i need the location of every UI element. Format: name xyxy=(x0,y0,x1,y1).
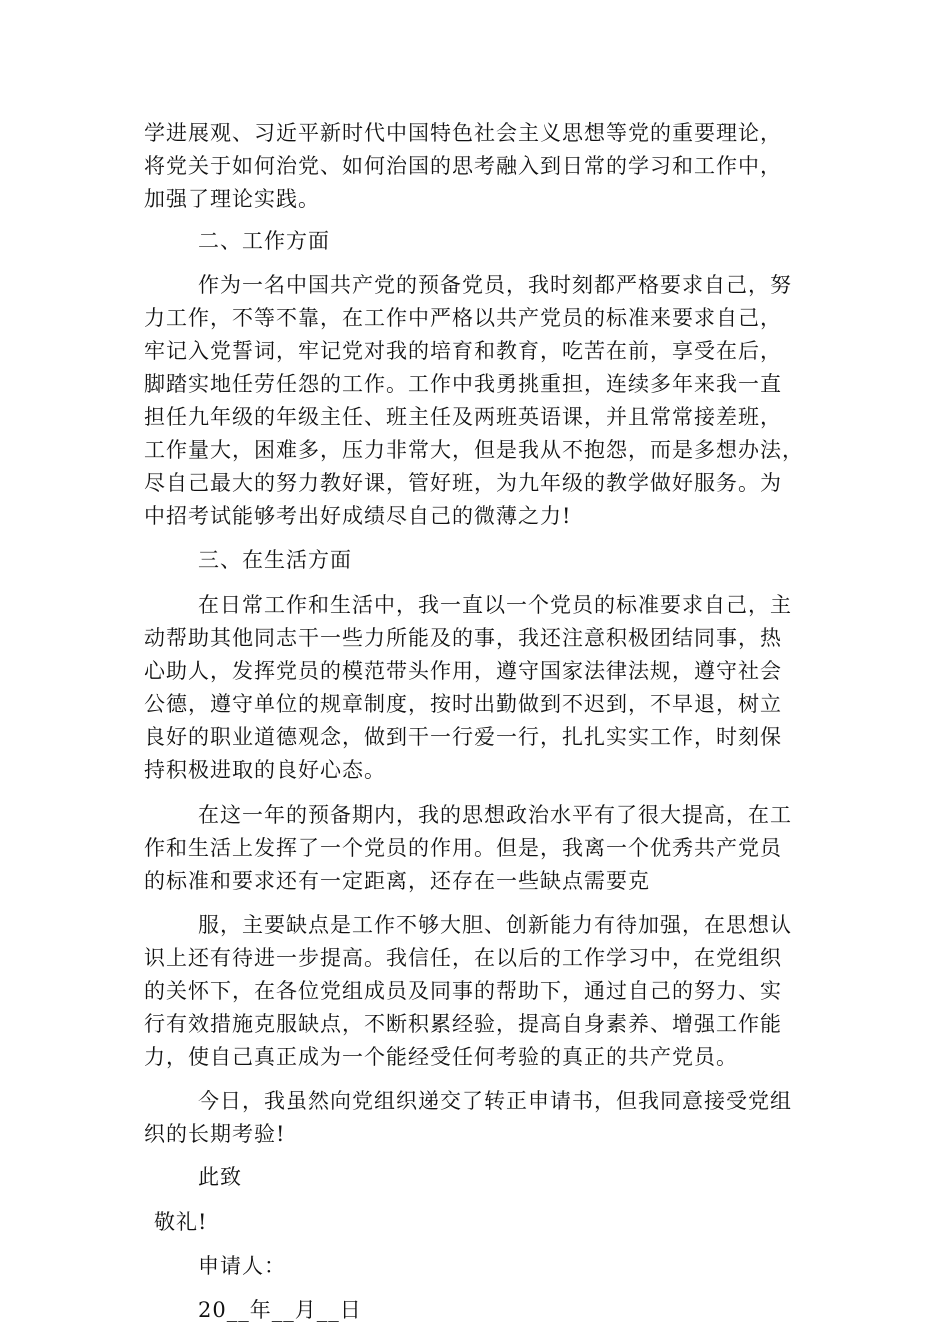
body-text-line: 在这一年的预备期内，我的思想政治水平有了很大提高，在工 xyxy=(198,803,792,827)
date-line: 20__年__月__日 xyxy=(198,1298,362,1322)
body-text-line: 服，主要缺点是工作不够大胆、创新能力有待加强，在思想认 xyxy=(198,913,792,937)
body-text-line: 动帮助其他同志干一些力所能及的事，我还注意积极团结同事，热 xyxy=(144,626,782,650)
body-text-line: 学进展观、习近平新时代中国特色社会主义思想等党的重要理论， xyxy=(144,121,782,145)
body-text-line: 心助人，发挥党员的模范带头作用，遵守国家法律法规，遵守社会 xyxy=(144,659,782,683)
section-heading: 三、在生活方面 xyxy=(198,548,352,572)
body-text-line: 良好的职业道德观念，做到干一行爱一行，扎扎实实工作，时刻保 xyxy=(144,725,782,749)
body-text-line: 在日常工作和生活中，我一直以一个党员的标准要求自己，主 xyxy=(198,593,792,617)
section-heading: 二、工作方面 xyxy=(198,229,330,253)
body-text-line: 今日，我虽然向党组织递交了转正申请书，但我同意接受党组 xyxy=(198,1089,792,1113)
body-text-line: 牢记入党誓词，牢记党对我的培育和教育，吃苦在前，享受在后， xyxy=(144,339,782,363)
body-text-line: 将党关于如何治党、如何治国的思考融入到日常的学习和工作中， xyxy=(144,154,782,178)
body-text-line: 力，使自己真正成为一个能经受任何考验的真正的共产党员。 xyxy=(144,1045,738,1069)
body-text-line: 中招考试能够考出好成绩尽自己的微薄之力! xyxy=(144,504,572,528)
closing-regards: 敬礼! xyxy=(154,1210,208,1234)
body-text-line: 加强了理论实践。 xyxy=(144,187,320,211)
body-text-line: 的关怀下，在各位党组成员及同事的帮助下，通过自己的努力、实 xyxy=(144,979,782,1003)
body-text-line: 作和生活上发挥了一个党员的作用。但是，我离一个优秀共产党员 xyxy=(144,836,782,860)
body-text-line: 行有效措施克服缺点，不断积累经验，提高自身素养、增强工作能 xyxy=(144,1012,782,1036)
body-text-line: 织的长期考验! xyxy=(144,1122,286,1146)
closing-salutation: 此致 xyxy=(198,1165,242,1189)
applicant-label: 申请人： xyxy=(198,1254,286,1278)
body-text-line: 力工作，不等不靠，在工作中严格以共产党员的标准来要求自己， xyxy=(144,306,782,330)
body-text-line: 持积极进取的良好心态。 xyxy=(144,758,386,782)
body-text-line: 识上还有待进一步提高。我信任，在以后的工作学习中，在党组织 xyxy=(144,946,782,970)
body-text-line: 脚踏实地任劳任怨的工作。工作中我勇挑重担，连续多年来我一直 xyxy=(144,372,782,396)
body-text-line: 作为一名中国共产党的预备党员，我时刻都严格要求自己，努 xyxy=(198,273,792,297)
body-text-line: 工作量大，困难多，压力非常大，但是我从不抱怨，而是多想办法， xyxy=(144,438,804,462)
body-text-line: 的标准和要求还有一定距离，还存在一些缺点需要克 xyxy=(144,869,650,893)
body-text-line: 尽自己最大的努力教好课，管好班，为九年级的教学做好服务。为 xyxy=(144,471,782,495)
body-text-line: 公德，遵守单位的规章制度，按时出勤做到不迟到，不早退，树立 xyxy=(144,692,782,716)
body-text-line: 担任九年级的年级主任、班主任及两班英语课，并且常常接差班， xyxy=(144,405,782,429)
